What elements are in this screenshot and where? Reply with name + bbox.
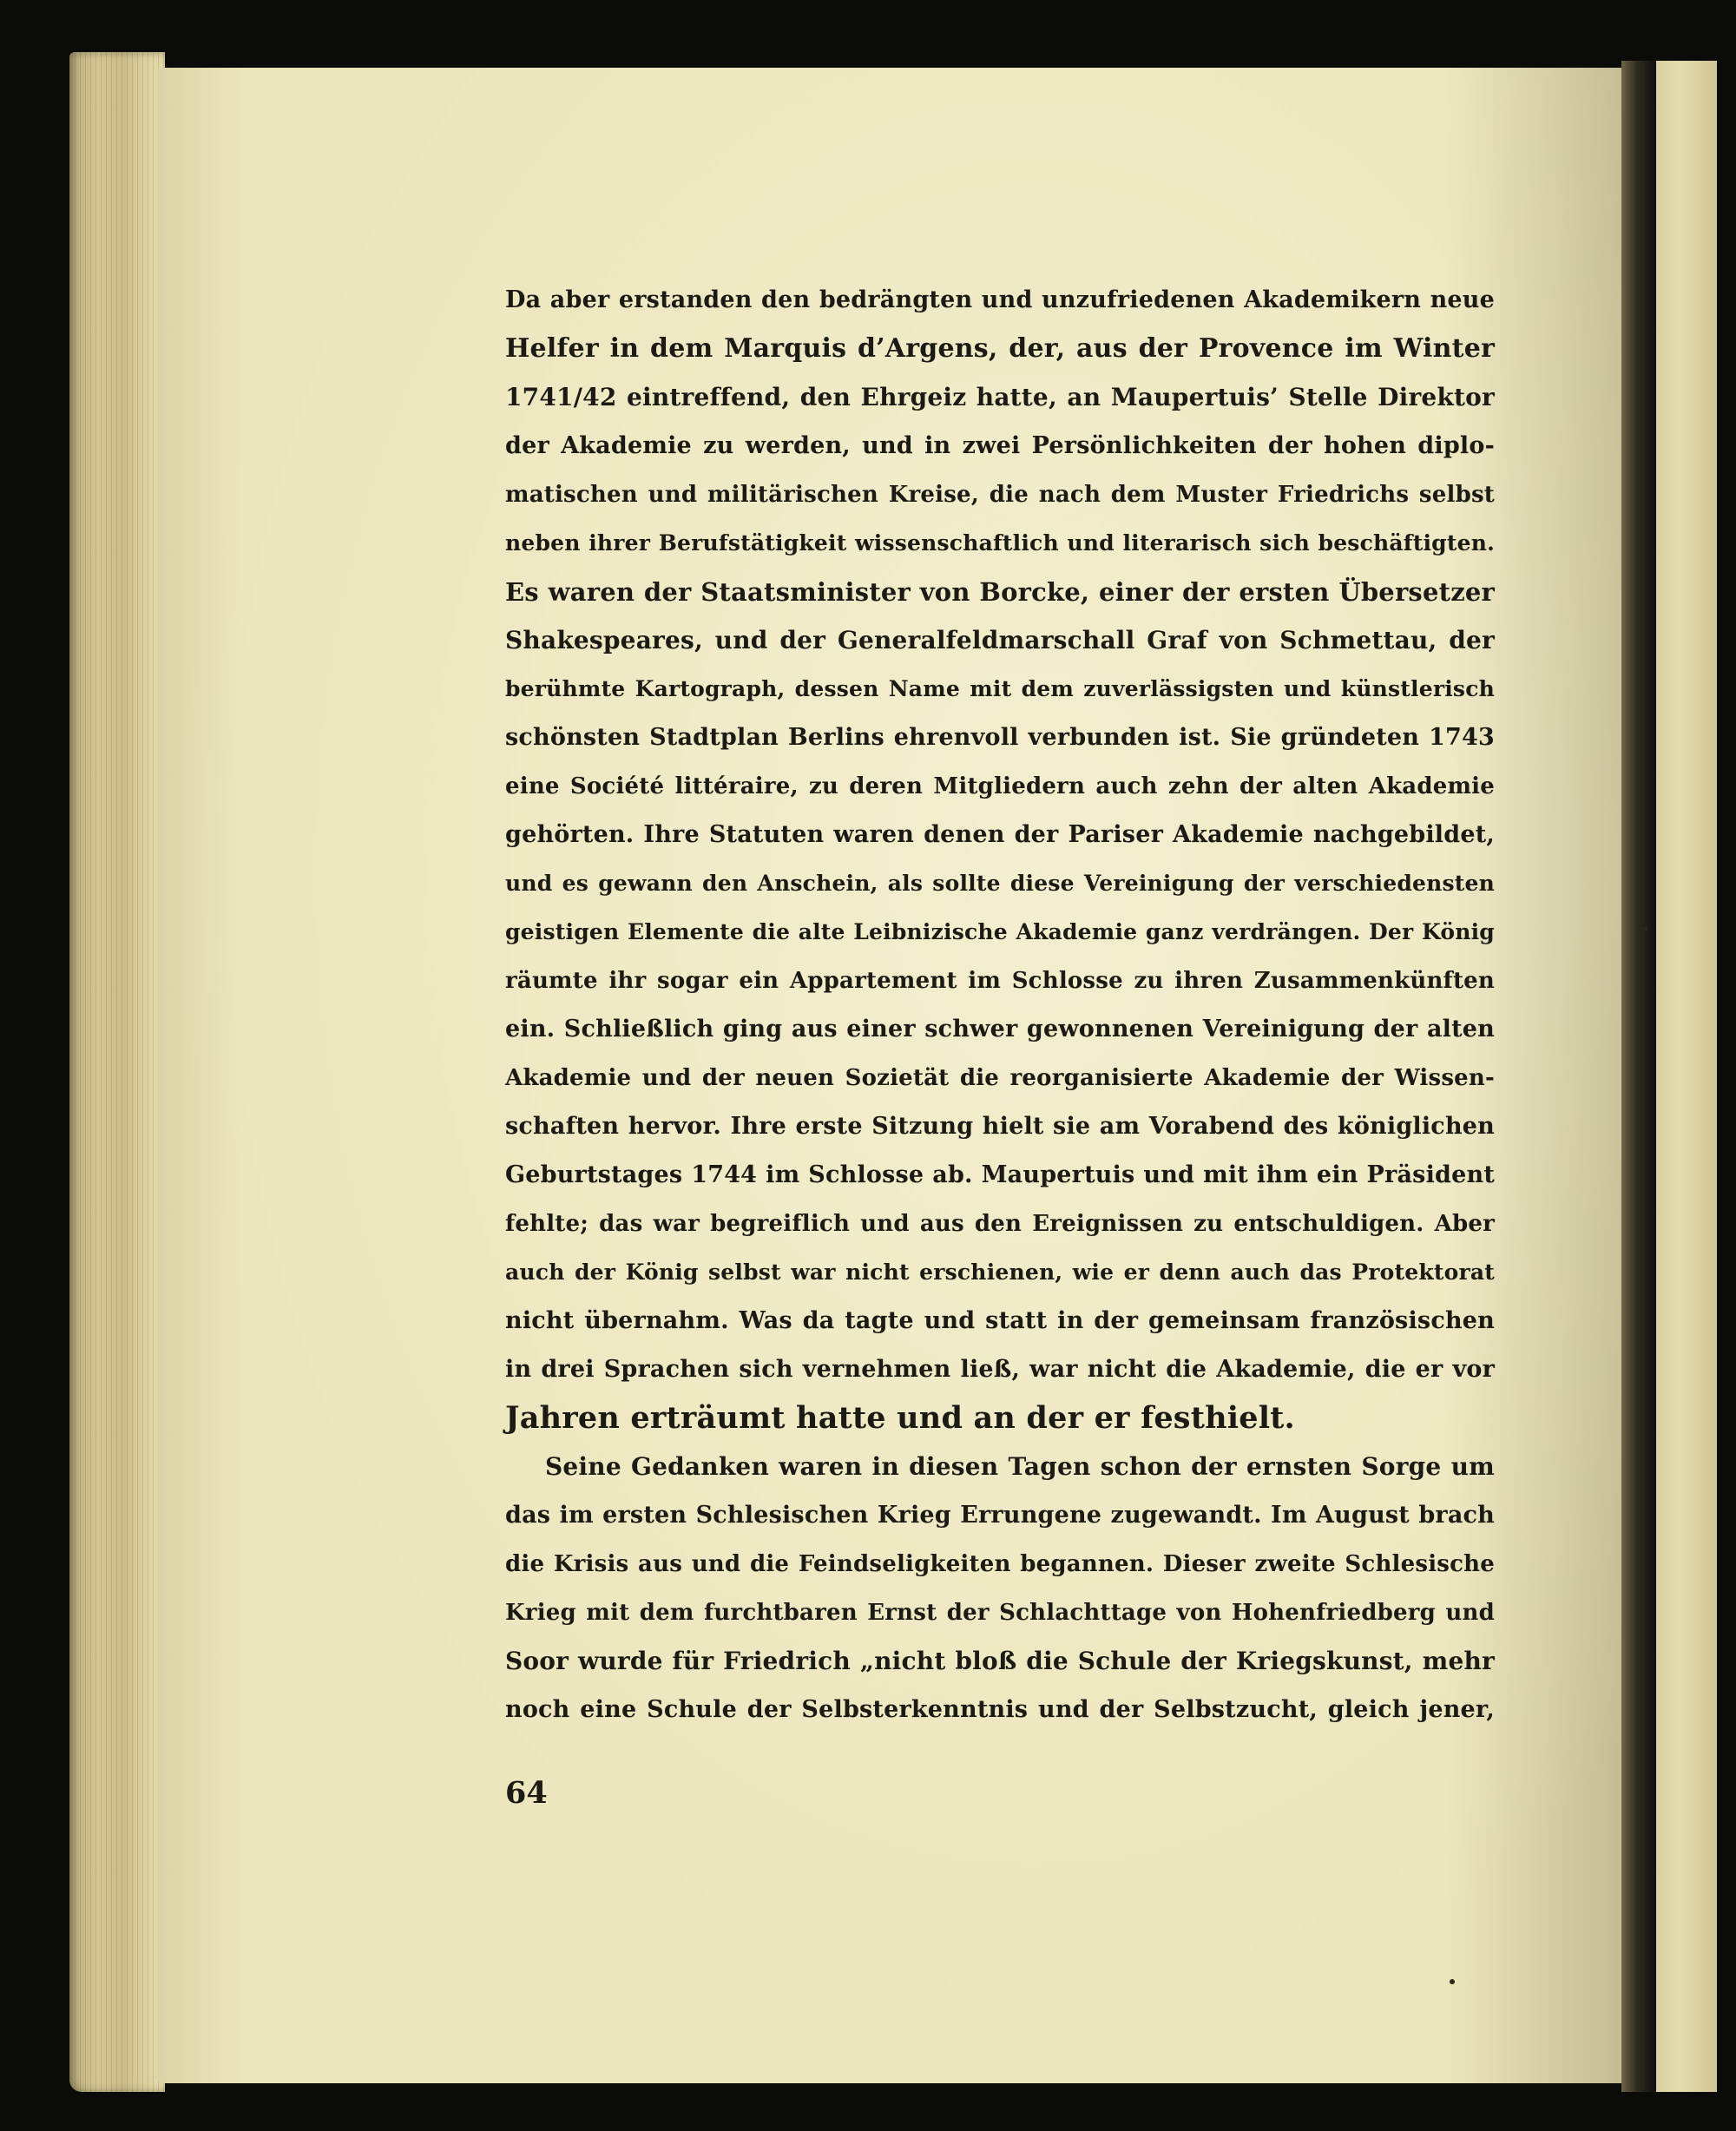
text-line: Helfer in dem Marquis d’Argens, der, aus der Provence im Winter — [505, 333, 1495, 364]
text-line: Akademie und der neuen Sozietät die reorganisierte Akademie der Wissen- — [505, 1065, 1495, 1091]
page-stack-edge — [69, 52, 165, 2092]
text-line: die Krisis aus und die Feindseligkeiten begannen. Dieser zweite Schlesische — [505, 1551, 1495, 1577]
book-gutter — [1621, 61, 1656, 2092]
text-line: und es gewann den Anschein, als sollte diese Vereinigung der verschiedensten — [505, 871, 1495, 896]
text-line: ein. Schließlich ging aus einer schwer gewonnenen Vereinigung der alten — [505, 1016, 1495, 1042]
text-line: fehlte; das war begreiflich und aus den Ereignissen zu entschuldigen. Aber — [505, 1211, 1495, 1237]
text-line: das im ersten Schlesischen Krieg Errungene zugewandt. Im August brach — [505, 1502, 1495, 1529]
text-line: gehörten. Ihre Statuten waren denen der Pariser Akademie nachgebildet, — [505, 821, 1495, 848]
text-line: der Akademie zu werden, und in zwei Persönlichkeiten der hohen diplo- — [505, 432, 1495, 459]
page-number: 64 — [505, 1775, 548, 1811]
text-line: Soor wurde für Friedrich „nicht bloß die Schule der Kriegskunst, mehr — [505, 1647, 1495, 1675]
text-line: Seine Gedanken waren in diesen Tagen schon der ernsten Sorge um — [545, 1452, 1495, 1481]
text-line: Shakespeares, und der Generalfeldmarschall Graf von Schmettau, der — [505, 626, 1495, 654]
paper-speck — [1639, 927, 1647, 931]
text-line: matischen und militärischen Kreise, die nach dem Muster Friedrichs selbst — [505, 482, 1495, 508]
text-line: räumte ihr sogar ein Appartement im Schlosse zu ihren Zusammenkünften — [505, 968, 1495, 994]
text-line: 1741/42 eintreffend, den Ehrgeiz hatte, an Maupertuis’ Stelle Direktor — [505, 383, 1495, 411]
next-page-edge — [1656, 61, 1717, 2092]
text-line: Es waren der Staatsminister von Borcke, einer der ersten Übersetzer — [505, 577, 1495, 607]
text-line: geistigen Elemente die alte Leibnizische Akademie ganz verdrängen. Der König — [505, 919, 1495, 944]
text-line: noch eine Schule der Selbsterkenntnis und der Selbstzucht, gleich jener, — [505, 1696, 1495, 1723]
text-line: berühmte Kartograph, dessen Name mit dem zuverlässigsten und künstlerisch — [505, 676, 1495, 701]
paper-speck — [1450, 1979, 1455, 1984]
text-line: Jahren erträumt hatte und an der er festhielt. — [505, 1400, 1295, 1436]
text-line: schönsten Stadtplan Berlins ehrenvoll verbunden ist. Sie gründeten 1743 — [505, 724, 1495, 751]
text-line: eine Société littéraire, zu deren Mitgliedern auch zehn der alten Akademie — [505, 773, 1495, 799]
text-line: schaften hervor. Ihre erste Sitzung hielt sie am Vorabend des königlichen — [505, 1113, 1495, 1140]
text-line: nicht übernahm. Was da tagte und statt in der gemeinsam französischen — [505, 1307, 1495, 1334]
text-line: Geburtstages 1744 im Schlosse ab. Maupertuis und mit ihm ein Präsident — [505, 1161, 1495, 1188]
text-line: in drei Sprachen sich vernehmen ließ, war nicht die Akademie, die er vor — [505, 1356, 1495, 1383]
text-line: Krieg mit dem furchtbaren Ernst der Schlachttage von Hohenfriedberg und — [505, 1600, 1495, 1626]
text-line: auch der König selbst war nicht erschienen, wie er denn auch das Protektorat — [505, 1260, 1495, 1285]
text-line: neben ihrer Berufstätigkeit wissenschaftlich und literarisch sich beschäftigten. — [505, 530, 1495, 556]
text-line: Da aber erstanden den bedrängten und unzufriedenen Akademikern neue — [505, 286, 1495, 313]
